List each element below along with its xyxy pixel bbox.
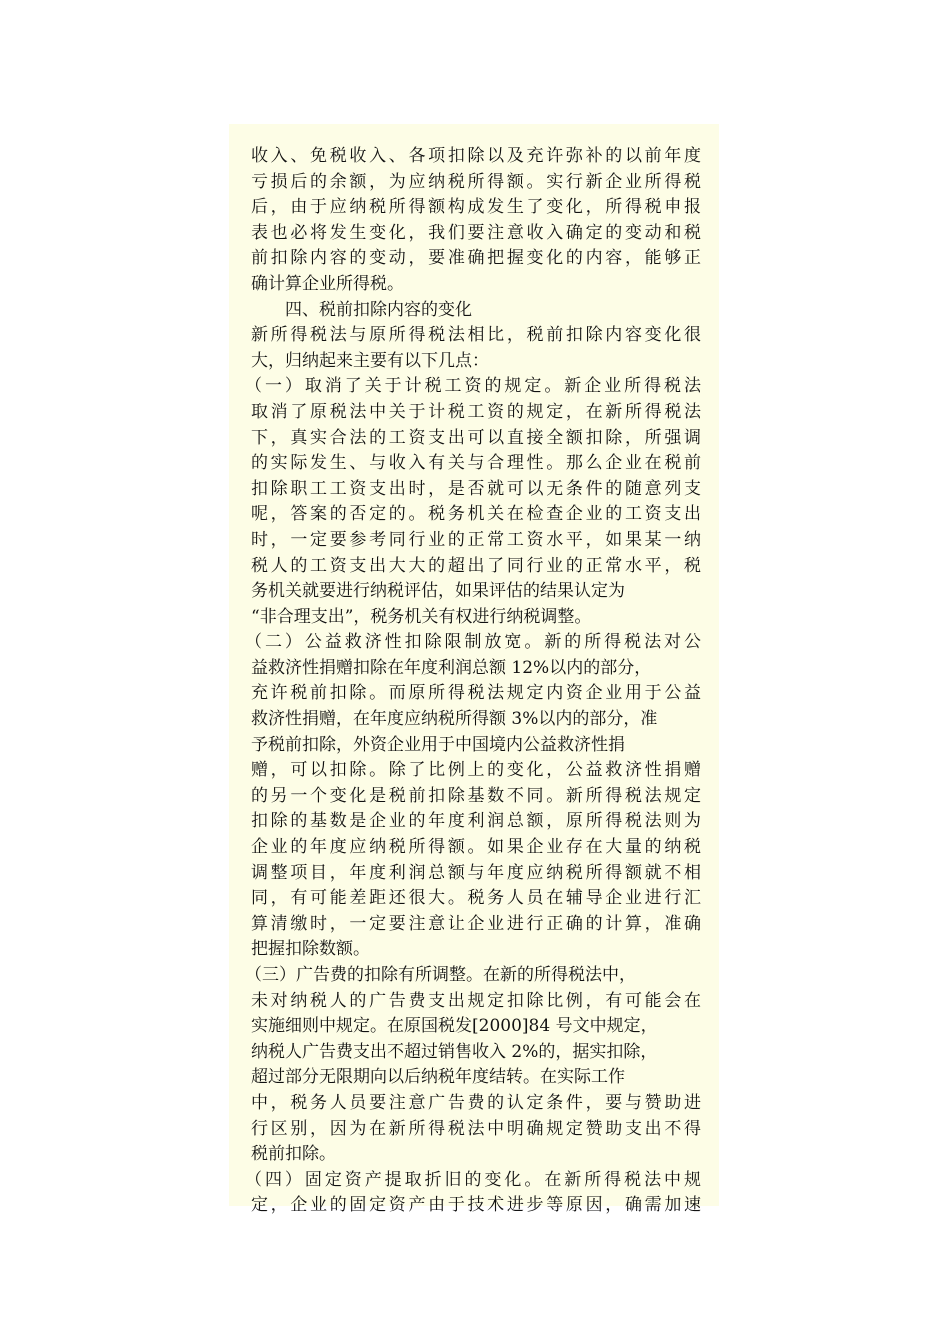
text-line: 取消了原税法中关于计税工资的规定，在新所得税法 <box>251 401 701 422</box>
text-line: 前扣除内容的变动，要准确把握变化的内容，能够正 <box>251 248 701 269</box>
text-line: 税前扣除。 <box>251 1144 336 1165</box>
text-line: 呢，答案的否定的。税务机关在检查企业的工资支出 <box>251 504 701 525</box>
text-line: 调整项目，年度利润总额与年度应纳税所得额就不相 <box>251 862 701 883</box>
text-line: “非合理支出”，税务机关有权进行纳税调整。 <box>251 606 592 627</box>
text-line: 大，归纳起来主要有以下几点： <box>251 350 489 371</box>
subsection-line: （四）固定资产提取折旧的变化。在新所得税法中规 <box>245 1169 701 1190</box>
text-line: 确计算企业所得税。 <box>251 273 404 294</box>
subsection-line: （二）公益救济性扣除限制放宽。新的所得税法对公 <box>245 632 701 653</box>
text-line: 把握扣除数额。 <box>251 939 370 960</box>
text-line: 充许税前扣除。而原所得税法规定内资企业用于公益 <box>251 683 701 704</box>
text-line: 定，企业的固定资产由于技术进步等原因，确需加速 <box>251 1195 701 1216</box>
section-heading: 四、税前扣除内容的变化 <box>285 299 472 320</box>
text-line: 税人的工资支出大大的超出了同行业的正常水平，税 <box>251 555 701 576</box>
document-body <box>245 144 701 1219</box>
text-line: 赠，可以扣除。除了比例上的变化，公益救济性捐赠 <box>251 760 701 781</box>
subsection-line: （一）取消了关于计税工资的规定。新企业所得税法 <box>245 376 701 397</box>
text-line: 下，真实合法的工资支出可以直接全额扣除，所强调 <box>251 427 701 448</box>
text-line: 实施细则中规定。在原国税发[2000]84 号文中规定， <box>251 1016 658 1037</box>
text-line: 亏损后的余额，为应纳税所得额。实行新企业所得税 <box>251 171 701 192</box>
text-line: 表也必将发生变化，我们要注意收入确定的变动和税 <box>251 222 701 243</box>
text-line: 的实际发生、与收入有关与合理性。那么企业在税前 <box>251 453 701 474</box>
text-line: 的另一个变化是税前扣除基数不同。新所得税法规定 <box>251 785 701 806</box>
subsection-line: （三）广告费的扣除有所调整。在新的所得税法中， <box>245 965 636 985</box>
text-line: 超过部分无限期向以后纳税年度结转。在实际工作 <box>251 1067 625 1088</box>
text-line: 务机关就要进行纳税评估，如果评估的结果认定为 <box>251 581 625 602</box>
text-line: 收入、免税收入、各项扣除以及充许弥补的以前年度 <box>251 146 701 166</box>
text-line: 予税前扣除，外资企业用于中国境内公益救济性捐 <box>251 734 625 755</box>
document-page <box>229 124 719 1216</box>
text-line: 企业的年度应纳税所得额。如果企业存在大量的纳税 <box>251 837 701 858</box>
text-line: 未对纳税人的广告费支出规定扣除比例，有可能会在 <box>251 990 701 1011</box>
text-line: 行区别，因为在新所得税法中明确规定赞助支出不得 <box>251 1118 701 1139</box>
text-line: 扣除的基数是企业的年度利润总额，原所得税法则为 <box>251 811 701 832</box>
text-line: 后，由于应纳税所得额构成发生了变化，所得税申报 <box>251 197 701 218</box>
text-line: 时，一定要参考同行业的正常工资水平，如果某一纳 <box>251 529 701 550</box>
text-line: 益救济性捐赠扣除在年度利润总额 12%以内的部分， <box>251 657 652 678</box>
text-line: 纳税人广告费支出不超过销售收入 2%的，据实扣除， <box>251 1041 658 1062</box>
text-line: 新所得税法与原所得税法相比，税前扣除内容变化很 <box>251 325 701 346</box>
text-line: 救济性捐赠，在年度应纳税所得额 3%以内的部分，准 <box>251 709 658 730</box>
text-line: 中，税务人员要注意广告费的认定条件，要与赞助进 <box>251 1092 701 1113</box>
text-line: 同，有可能差距还很大。税务人员在辅导企业进行汇 <box>251 888 701 909</box>
text-line: 扣除职工工资支出时，是否就可以无条件的随意列支 <box>251 478 701 499</box>
text-line: 算清缴时，一定要注意让企业进行正确的计算，准确 <box>251 913 701 934</box>
